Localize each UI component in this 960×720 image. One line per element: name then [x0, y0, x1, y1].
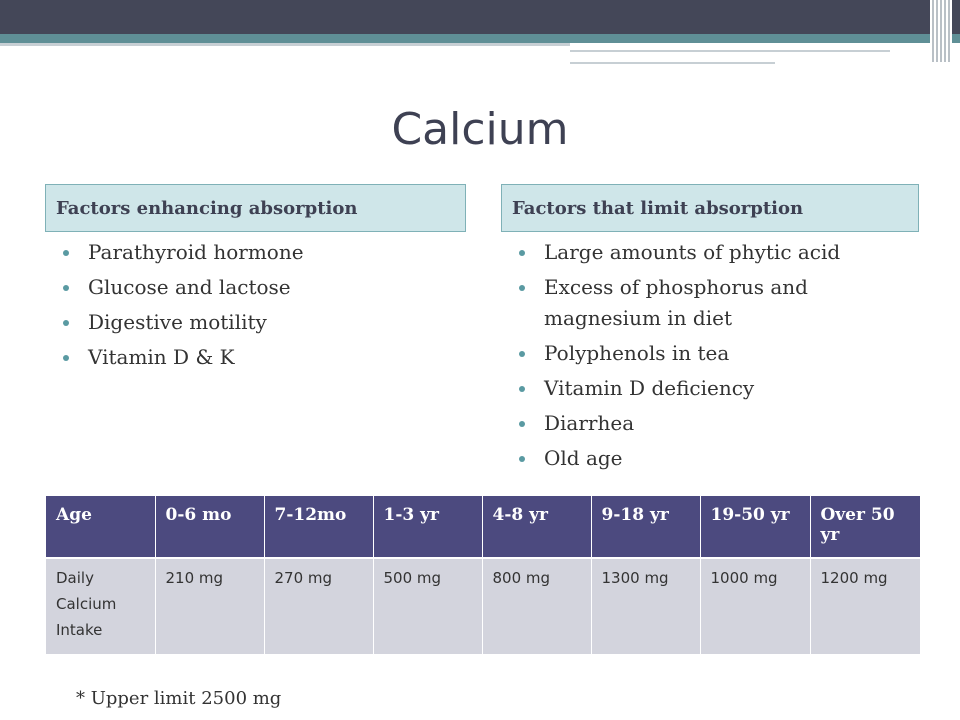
calcium-intake-table — [46, 496, 920, 654]
table-cell: 1000 mg — [700, 558, 810, 654]
bullet-icon — [519, 285, 525, 291]
footnote: * Upper limit 2500 mg — [76, 688, 282, 709]
table-header-cell: 9-18 yr — [591, 496, 700, 558]
top-accent-bar — [0, 34, 960, 43]
list-item — [519, 443, 919, 474]
list-item-text: Old age — [544, 446, 623, 470]
table-header-cell: 19-50 yr — [700, 496, 810, 558]
bullet-icon — [519, 351, 525, 357]
table-row-label: Daily Calcium Intake — [46, 558, 155, 654]
list-item-text: Diarrhea — [544, 411, 635, 435]
list-item-text: Polyphenols in tea — [544, 341, 730, 365]
table-header-row — [46, 496, 920, 558]
bullet-icon — [63, 250, 69, 256]
list-item — [519, 272, 919, 334]
list-item-text: Digestive motility — [88, 310, 267, 334]
slide-title: Calcium — [391, 104, 569, 155]
bullet-icon — [63, 355, 69, 361]
bullet-icon — [63, 285, 69, 291]
table-header-cell: 1-3 yr — [373, 496, 482, 558]
accent-line — [570, 62, 775, 64]
limiting-list — [519, 237, 919, 478]
bullet-icon — [519, 421, 525, 427]
list-item — [519, 338, 919, 369]
top-banner — [0, 0, 960, 34]
table-cell: 210 mg — [155, 558, 264, 654]
list-item-text: Vitamin D & K — [88, 345, 235, 369]
table-cell: 270 mg — [264, 558, 373, 654]
enhancing-heading: Factors enhancing absorption — [45, 184, 466, 232]
table-cell: 500 mg — [373, 558, 482, 654]
list-item — [519, 408, 919, 439]
accent-line — [570, 50, 890, 52]
bullet-icon — [519, 456, 525, 462]
table-header-cell: 7-12mo — [264, 496, 373, 558]
table-cell: 800 mg — [482, 558, 591, 654]
list-item — [63, 237, 463, 268]
list-item-text: Vitamin D deficiency — [544, 376, 755, 400]
list-item — [519, 237, 919, 268]
table-header-cell: Age — [46, 496, 155, 558]
list-item — [63, 307, 463, 338]
table-cell: 1200 mg — [810, 558, 920, 654]
bullet-icon — [63, 320, 69, 326]
table-cell: 1300 mg — [591, 558, 700, 654]
corner-stripes — [930, 0, 952, 62]
limiting-heading: Factors that limit absorption — [501, 184, 919, 232]
list-item — [63, 342, 463, 373]
accent-line — [0, 43, 570, 46]
table-header-cell: 4-8 yr — [482, 496, 591, 558]
enhancing-list — [63, 237, 463, 377]
list-item — [63, 272, 463, 303]
list-item-text: Parathyroid hormone — [88, 240, 304, 264]
list-item-text: Excess of phosphorus and magnesium in diet — [544, 275, 808, 330]
bullet-icon — [519, 250, 525, 256]
table-header-cell: 0-6 mo — [155, 496, 264, 558]
list-item-text: Large amounts of phytic acid — [544, 240, 841, 264]
table-header-cell: Over 50 yr — [810, 496, 920, 558]
list-item-text: Glucose and lactose — [88, 275, 291, 299]
list-item — [519, 373, 919, 404]
table-row — [46, 558, 920, 654]
bullet-icon — [519, 386, 525, 392]
